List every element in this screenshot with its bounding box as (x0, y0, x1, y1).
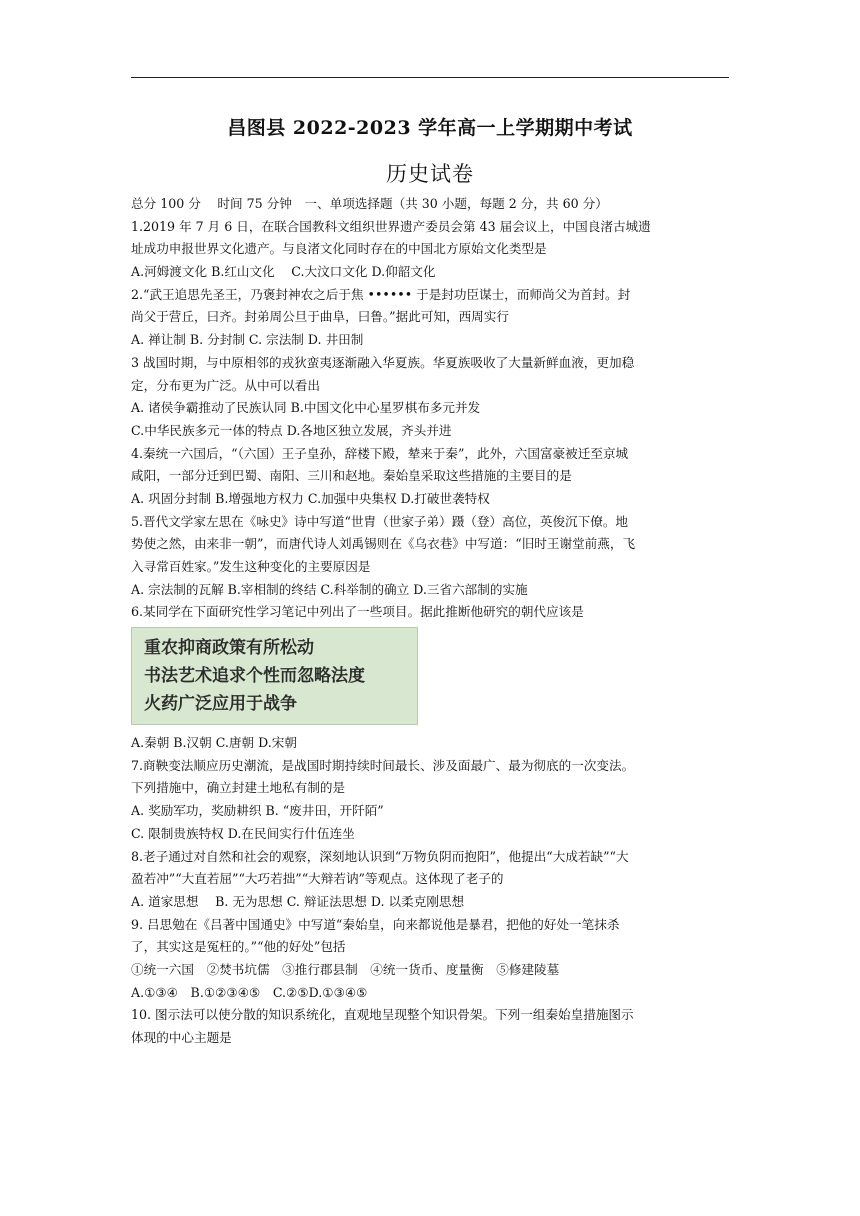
study-notes-image (131, 627, 418, 725)
question-text: 4.秦统一六国后，“（六国）王子皇孙，辞楼下殿，辇来于秦”，此外，六国富豪被迁至京城 (131, 445, 629, 461)
question-text: 1.2019 年 7 月 6 日，在联合国教科文组织世界遗产委员会第 43 届会议上，中国良渚古城遗 (131, 218, 651, 234)
answer-options: A.秦朝 B.汉朝 C.唐朝 D.宋朝 (131, 735, 297, 751)
question-text: 6.某同学在下面研究性学习笔记中列出了一些项目。据此推断他研究的朝代应该是 (131, 604, 584, 620)
question-text: 10. 图示法可以使分散的知识系统化，直观地呈现整个知识骨架。下列一组秦始皇措施图示 (131, 1007, 634, 1023)
question-text: 定，分布更为广泛。从中可以看出 (131, 377, 320, 393)
answer-options: A. 禅让制 B. 分封制 C. 宗法制 D. 井田制 (131, 332, 364, 348)
header-rule (131, 77, 729, 78)
text-block-top (131, 193, 731, 624)
question-text: 咸阳，一部分迁到巴蜀、南阳、三川和赵地。秦始皇采取这些措施的主要目的是 (131, 468, 572, 484)
answer-options: C.中华民族多元一体的特点 D.各地区独立发展，齐头并进 (131, 422, 452, 438)
answer-options: A. 宗法制的瓦解 B.宰相制的终结 C.科举制的确立 D.三省六部制的实施 (131, 581, 528, 597)
exam-title: 昌图县 2022-2023 学年高一上学期期中考试 (227, 117, 633, 139)
text-block-bottom (131, 732, 731, 1050)
question-text: 势使之然，由来非一朝”，而唐代诗人刘禹锡则在《乌衣巷》中写道：“旧时王谢堂前燕，飞 (131, 536, 636, 552)
question-items: ①统一六国 ②焚书坑儒 ③推行郡县制 ④统一货币、度量衡 ⑤修建陵墓 (131, 961, 560, 977)
question-text: 9. 吕思勉在《吕著中国通史》中写道“秦始皇，向来都说他是暴君，把他的好处一笔抹杀 (131, 916, 620, 932)
answer-options: A. 巩固分封制 B.增强地方权力 C.加强中央集权 D.打破世袭特权 (131, 490, 490, 506)
answer-options: A.河姆渡文化 B.红山文化 C.大汶口文化 D.仰韶文化 (131, 264, 436, 280)
question-text: 3 战国时期，与中原相邻的戎狄蛮夷逐渐融入华夏族。华夏族吸收了大量新鲜血液，更加稳 (131, 354, 635, 370)
note-line: 火药广泛应用于战争 (144, 694, 297, 715)
exam-subtitle: 历史试卷 (386, 162, 474, 186)
answer-options: A. 奖励军功，奖励耕织 B. “废井田，开阡陌” (131, 803, 384, 819)
question-text: 体现的中心主题是 (131, 1030, 232, 1045)
question-text: 址成功申报世界文化遗产。与良渚文化同时存在的中国北方原始文化类型是 (131, 241, 547, 257)
question-text: 盈若冲”“大直若屈”“大巧若拙”“大辩若讷”等观点。这体现了老子的 (131, 871, 504, 887)
question-text: 尚父于营丘，曰齐。封弟周公旦于曲阜，曰鲁。”据此可知，西周实行 (131, 309, 509, 325)
question-text: 下列措施中，确立封建土地私有制的是 (131, 780, 346, 796)
note-line: 书法艺术追求个性而忽略法度 (144, 666, 365, 687)
question-text: 7.商鞅变法顺应历史潮流，是战国时期持续时间最长、涉及面最广、最为彻底的一次变法。 (131, 757, 635, 773)
question-text: 了，其实这是冤枉的。”“他的好处”包括 (131, 939, 346, 955)
note-line: 重农抑商政策有所松动 (144, 638, 314, 659)
answer-options: A. 诸侯争霸推动了民族认同 B.中国文化中心星罗棋布多元并发 (131, 400, 481, 416)
answer-options: C. 限制贵族特权 D.在民间实行什伍连坐 (131, 825, 355, 841)
question-text: 5.晋代文学家左思在《咏史》诗中写道“世胄（世家子弟）蹑（登）高位，英俊沉下僚。地 (131, 513, 629, 529)
answer-options: A.①③④ B.①②③④⑤ C.②⑤D.①③④⑤ (131, 984, 368, 1000)
answer-options: A. 道家思想 B. 无为思想 C. 辩证法思想 D. 以柔克刚思想 (131, 893, 465, 909)
exam-body (131, 193, 731, 1050)
question-text: 8.老子通过对自然和社会的观察，深刻地认识到“万物负阴而抱阳”，他提出“大成若缺”“大 (131, 848, 629, 864)
exam-info-line: 总分 100 分 时间 75 分钟 一、单项选择题（共 30 小题，每题 2 分，共 60 分） (131, 196, 608, 211)
question-text: 2.“武王追思先圣王，乃褒封神农之后于焦 •••••• 于是封功臣谋士，而师尚父为首封。封 (131, 286, 631, 302)
question-text: 入寻常百姓家。”发生这种变化的主要原因是 (131, 559, 371, 574)
